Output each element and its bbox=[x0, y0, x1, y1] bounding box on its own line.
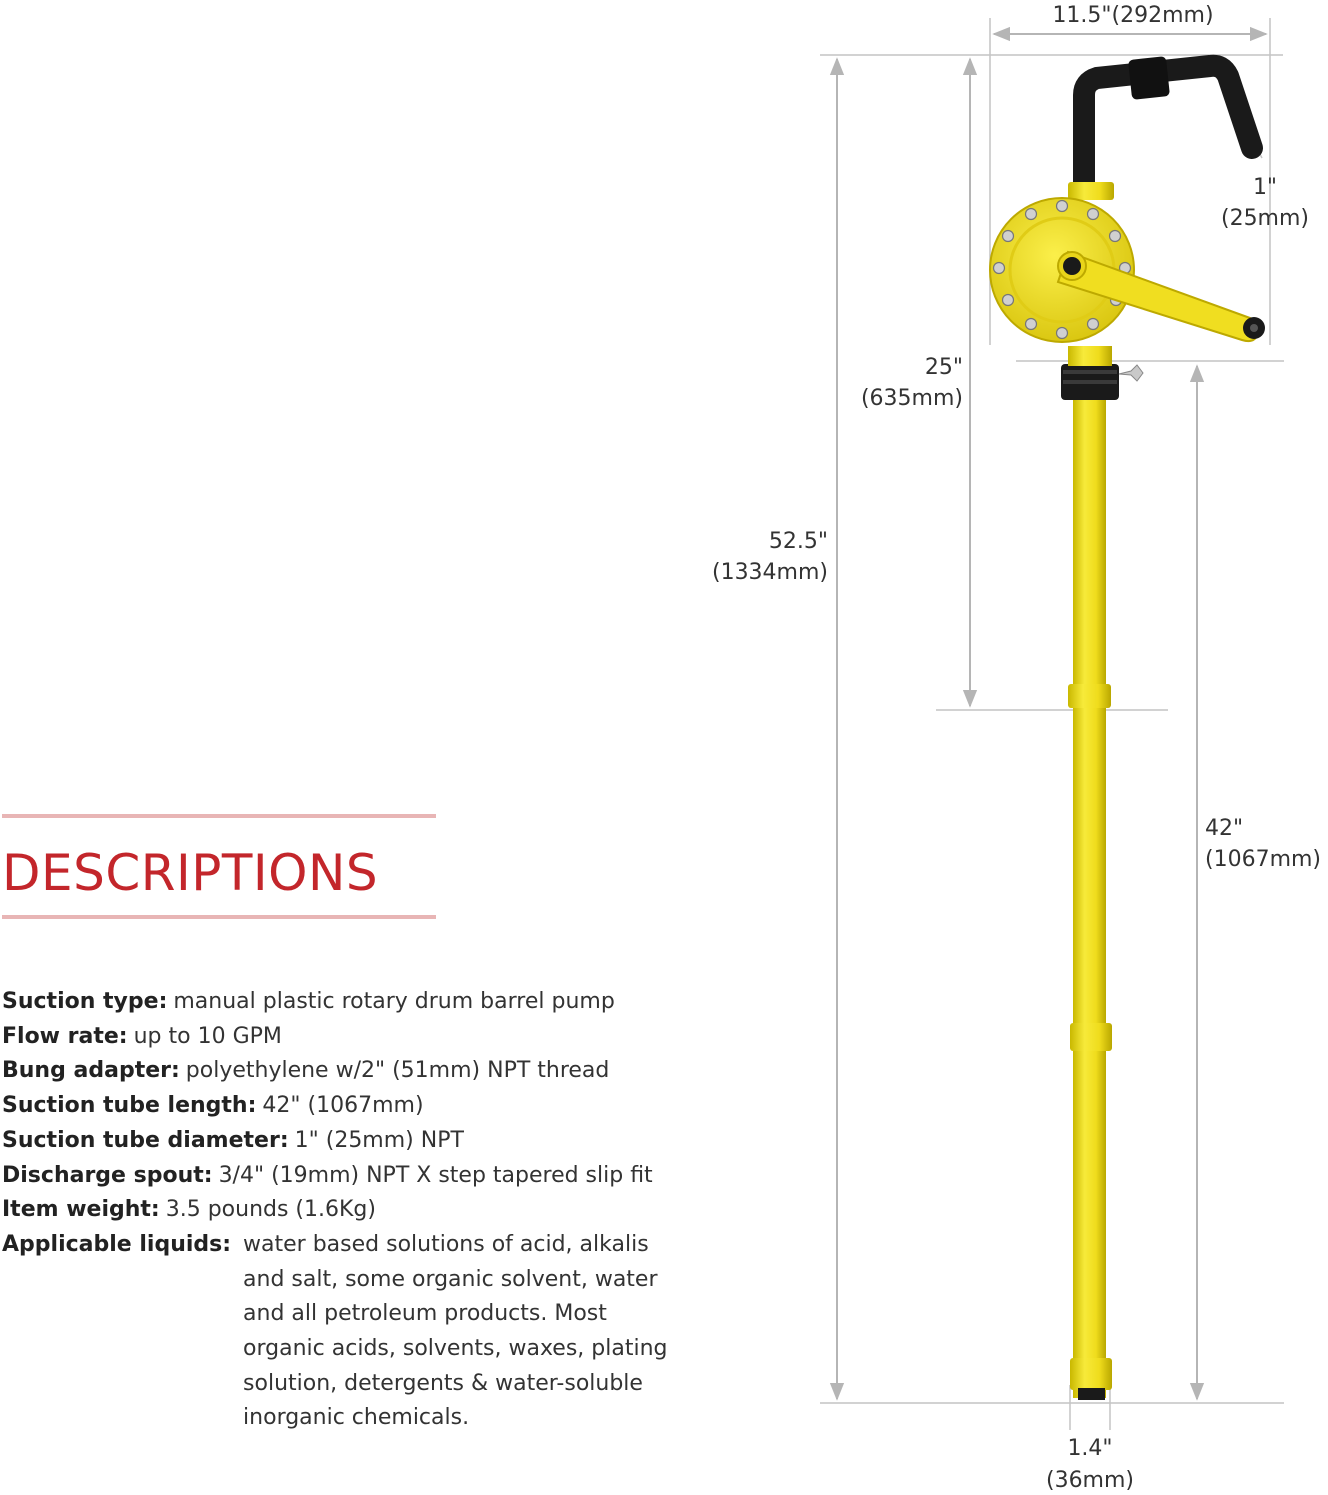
total-height-label: 52.5" bbox=[768, 529, 828, 554]
outlet-size-mm-label: (25mm) bbox=[1220, 206, 1310, 231]
pump-neck bbox=[1068, 346, 1112, 366]
bung-thread bbox=[1063, 380, 1117, 384]
tube-coupling bbox=[1068, 684, 1111, 708]
crank-knob-center bbox=[1250, 324, 1258, 332]
pipe-union-nut bbox=[1128, 56, 1170, 100]
spec-label: Flow rate: bbox=[2, 1023, 128, 1049]
total-height-mm-label: (1334mm) bbox=[711, 560, 828, 585]
bolt bbox=[1026, 319, 1037, 330]
tube-length-mm-label: (1067mm) bbox=[1205, 847, 1322, 872]
bolt bbox=[1057, 328, 1068, 339]
spec-label: Suction tube length: bbox=[2, 1093, 257, 1119]
tube-foot-cap bbox=[1078, 1388, 1105, 1400]
spec-value: manual plastic rotary drum barrel pump bbox=[173, 989, 615, 1014]
spec-label: Item weight: bbox=[2, 1197, 160, 1223]
spec-value-line: organic acids, solvents, waxes, plating bbox=[243, 1336, 668, 1362]
spec-value-line: water based solutions of acid, alkalis bbox=[243, 1231, 649, 1257]
spec-value: polyethylene w/2" (51mm) NPT thread bbox=[185, 1058, 610, 1084]
spec-label: Suction tube diameter: bbox=[2, 1127, 289, 1153]
bolt bbox=[1110, 231, 1121, 242]
tube-diameter-mm-label: (36mm) bbox=[1045, 1468, 1135, 1493]
spec-label: Bung adapter: bbox=[2, 1058, 180, 1084]
outlet-collar bbox=[1068, 182, 1114, 200]
spec-label: Suction type: bbox=[2, 989, 168, 1014]
suction-tube bbox=[1073, 398, 1106, 1398]
spec-label: Applicable liquids: bbox=[2, 1231, 232, 1257]
crank-hub-nut bbox=[1063, 257, 1081, 275]
bung-thread bbox=[1063, 370, 1117, 374]
tube-coupling bbox=[1070, 1023, 1112, 1051]
spec-value-line: and all petroleum products. Most bbox=[243, 1301, 607, 1327]
bolt bbox=[1003, 231, 1014, 242]
spec-value-line: solution, detergents & water-soluble bbox=[243, 1370, 643, 1396]
bolt bbox=[1003, 295, 1014, 306]
spec-value: 1" (25mm) NPT bbox=[294, 1127, 464, 1153]
spec-value: 42" (1067mm) bbox=[262, 1093, 424, 1119]
tube-diameter-label: 1.4" bbox=[1067, 1436, 1113, 1461]
spec-value-line: and salt, some organic solvent, water bbox=[243, 1266, 658, 1292]
spec-value: 3.5 pounds (1.6Kg) bbox=[165, 1197, 376, 1223]
spec-value-line: inorganic chemicals. bbox=[243, 1405, 470, 1431]
spec-value: 3/4" (19mm) NPT X step tapered slip fit bbox=[218, 1162, 653, 1188]
thumb-screw bbox=[1119, 365, 1143, 381]
descriptions-heading: DESCRIPTIONS bbox=[2, 844, 379, 902]
upper-height-label: 25" bbox=[924, 355, 963, 380]
width-label: 11.5"(292mm) bbox=[1052, 3, 1214, 28]
outlet-size-label: 1" bbox=[1252, 175, 1278, 200]
bolt bbox=[1057, 201, 1068, 212]
bolt bbox=[1088, 209, 1099, 220]
spec-label: Discharge spout: bbox=[2, 1162, 213, 1188]
bolt bbox=[1088, 319, 1099, 330]
tube-foot-fitting bbox=[1070, 1358, 1112, 1390]
spec-value: up to 10 GPM bbox=[133, 1023, 282, 1049]
pump-illustration bbox=[990, 56, 1265, 1400]
bolt bbox=[1026, 209, 1037, 220]
bolt bbox=[994, 263, 1005, 274]
tube-length-label: 42" bbox=[1205, 816, 1244, 841]
upper-height-mm-label: (635mm) bbox=[860, 386, 963, 411]
